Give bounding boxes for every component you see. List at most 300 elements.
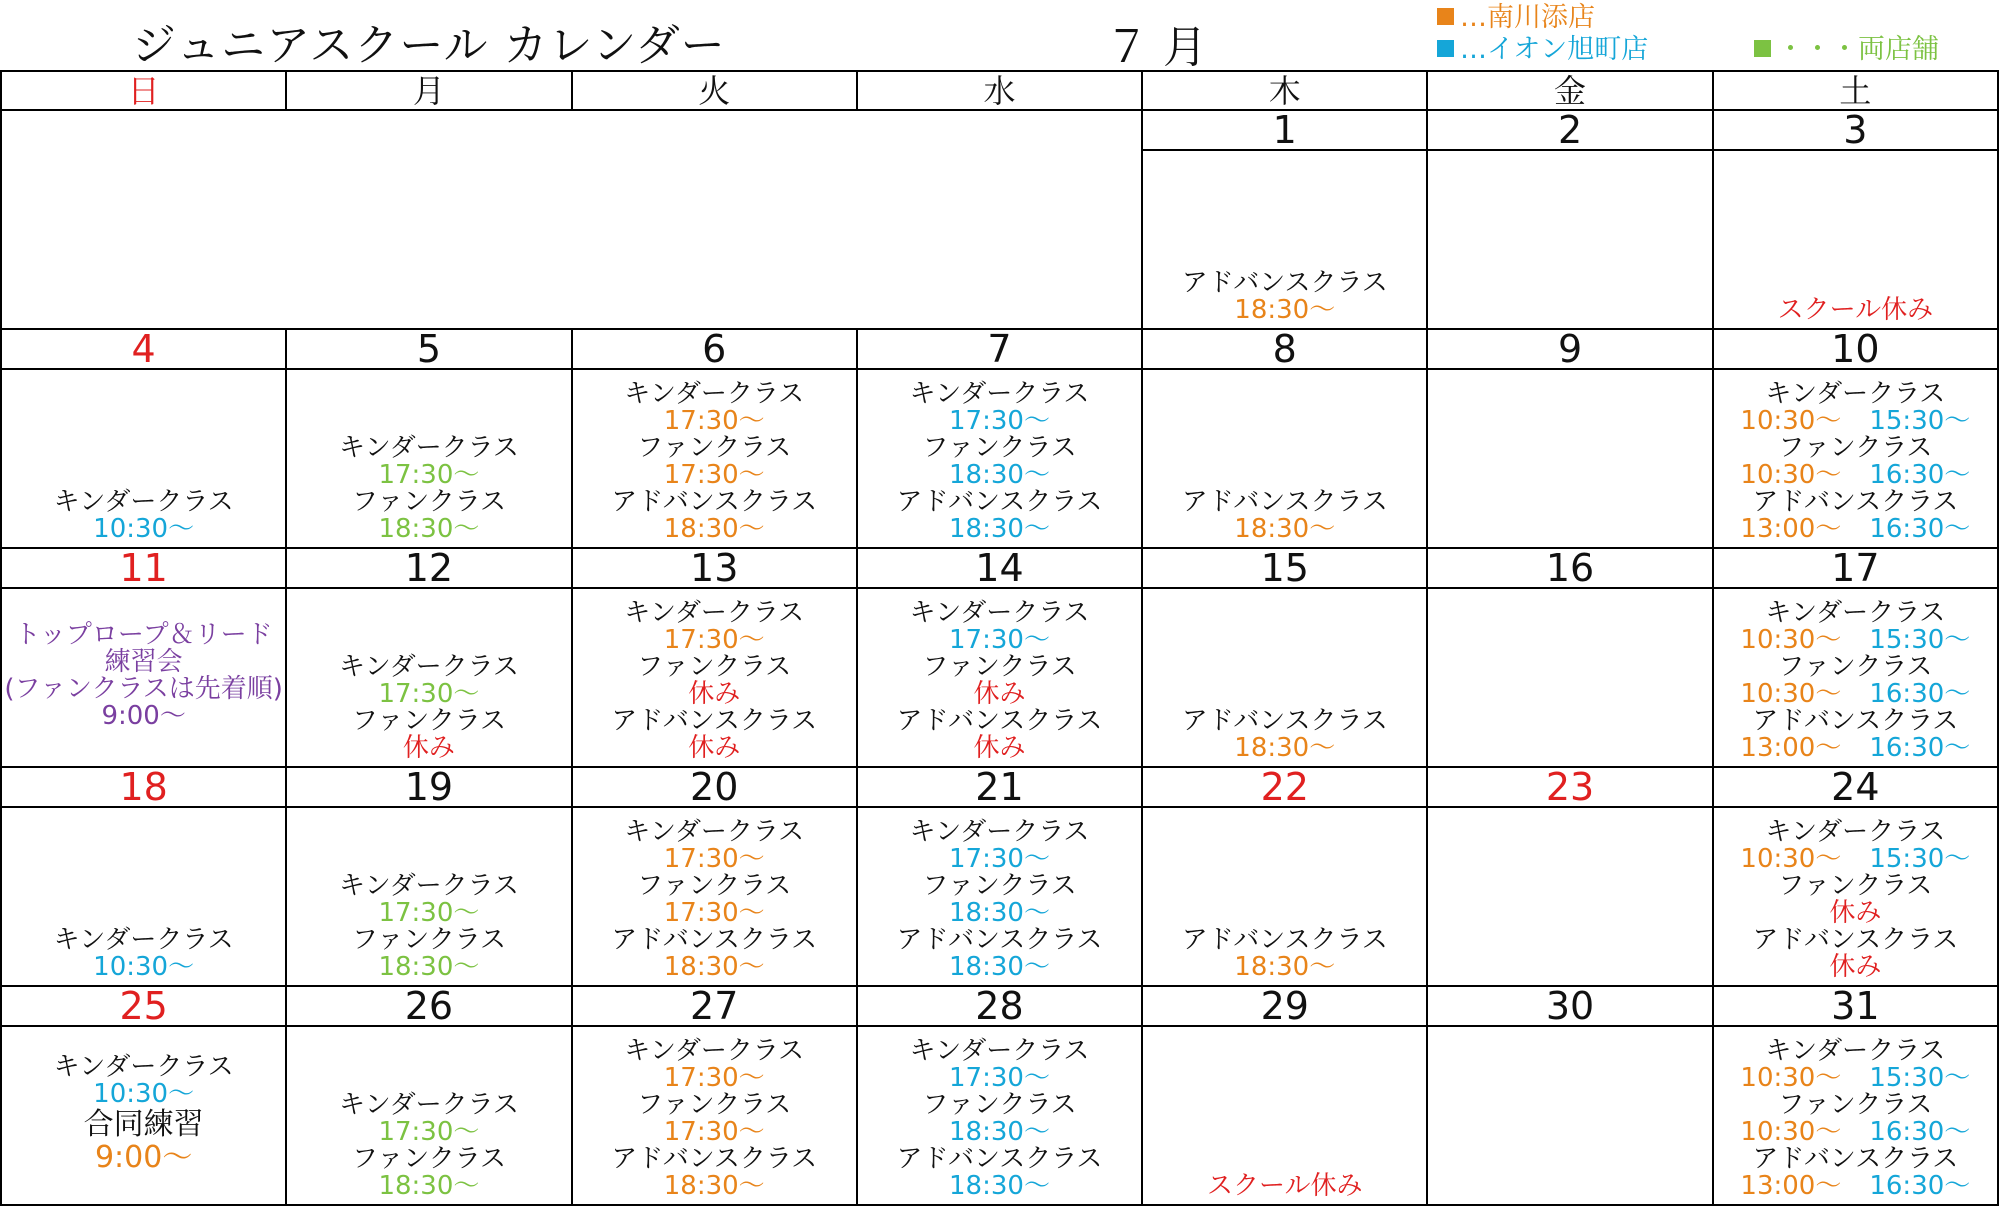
schedule-line [858, 735, 1141, 762]
schedule-line [573, 681, 856, 708]
schedule-line [287, 1092, 570, 1119]
schedule-text: 練習会 [104, 646, 183, 677]
schedule-text: 10:30〜 [1740, 406, 1842, 436]
schedule-line [287, 462, 570, 489]
date-number: 5 [286, 329, 571, 369]
schedule-text: キンダークラス [909, 817, 1090, 847]
schedule-line [858, 873, 1141, 900]
date-number: 18 [1, 767, 286, 807]
schedule-line [287, 1173, 570, 1200]
schedule-line [858, 627, 1141, 654]
schedule-line [573, 846, 856, 873]
day-cell[interactable] [1427, 1026, 1712, 1205]
date-number: 9 [1427, 329, 1712, 369]
schedule-text: 17:30〜 [663, 460, 765, 490]
schedule-line [858, 516, 1141, 543]
schedule-text: 合同練習 [83, 1106, 204, 1142]
schedule-line [573, 927, 856, 954]
legend-label-both: ・・・両店舗 [1777, 34, 1939, 65]
schedule-line [858, 927, 1141, 954]
legend-aeon [1437, 34, 1648, 66]
schedule-text: 10:30〜 [1740, 844, 1842, 874]
schedule-text: キンダークラス [909, 1036, 1090, 1066]
day-cell[interactable] [572, 369, 857, 548]
date-number: 20 [572, 767, 857, 807]
schedule-text: ファンクラス [351, 487, 507, 517]
schedule-text: 17:30〜 [663, 1117, 765, 1147]
legend-label-aeon: …イオン旭町店 [1460, 34, 1649, 65]
date-number: 28 [857, 986, 1142, 1026]
date-number: 3 [1713, 110, 1998, 150]
schedule-line [858, 462, 1141, 489]
schedule-line [573, 627, 856, 654]
schedule-line [858, 1119, 1141, 1146]
schedule-text: 17:30〜 [663, 898, 765, 928]
month-label: ７ 月 [1105, 22, 1207, 73]
schedule-text: 18:30〜 [1234, 514, 1336, 544]
time-pair [1714, 516, 1997, 543]
day-cell[interactable] [1713, 369, 1998, 548]
schedule-line [573, 435, 856, 462]
date-number-row [1, 329, 1998, 369]
schedule-line [858, 1038, 1141, 1065]
schedule-text: 9:00〜 [101, 700, 186, 731]
day-cell[interactable] [1142, 588, 1427, 767]
schedule-text: 10:30〜 [1740, 679, 1842, 709]
schedule-text: 18:30〜 [949, 898, 1050, 928]
date-number: 8 [1142, 329, 1427, 369]
schedule-line [287, 735, 570, 762]
schedule-text: ファンクラス [351, 925, 507, 955]
schedule-text: キンダークラス [53, 1051, 234, 1082]
schedule-text: アドバンスクラス [1752, 487, 1959, 517]
schedule-line [1714, 1146, 1997, 1173]
schedule-text: 18:30〜 [378, 1171, 480, 1201]
day-cell[interactable] [1142, 150, 1427, 329]
calendar-table [0, 70, 1999, 1206]
schedule-line [1714, 1038, 1997, 1065]
schedule-text: ファンクラス [1778, 652, 1933, 682]
schedule-line [2, 954, 285, 981]
schedule-line [2, 1141, 285, 1174]
schedule-line [858, 846, 1141, 873]
legend-label-minamikawazoe: …南川添店 [1460, 2, 1595, 33]
day-cell[interactable] [1, 807, 286, 986]
schedule-text: ファンクラス [922, 1090, 1077, 1120]
schedule-line [573, 708, 856, 735]
day-cell[interactable] [1713, 1026, 1998, 1205]
schedule-text: 10:30〜 [93, 952, 195, 982]
schedule-line [573, 954, 856, 981]
schedule-line [287, 708, 570, 735]
schedule-line [287, 1119, 570, 1146]
day-cell[interactable] [286, 1026, 571, 1205]
schedule-line [573, 654, 856, 681]
calendar-grid [0, 70, 1999, 1206]
schedule-text: アドバンスクラス [611, 487, 818, 517]
date-number-row [1, 110, 1998, 150]
schedule-line [1714, 819, 1997, 846]
day-cell[interactable] [286, 807, 571, 986]
date-number: 30 [1427, 986, 1712, 1026]
schedule-line [287, 900, 570, 927]
day-cell[interactable] [1427, 807, 1712, 986]
schedule-text: 17:30〜 [949, 625, 1050, 655]
date-number: 4 [1, 329, 286, 369]
weekday-header: 水 [857, 71, 1142, 110]
date-number: 2 [1427, 110, 1712, 150]
schedule-text: 17:30〜 [378, 460, 480, 490]
schedule-text: 17:30〜 [949, 406, 1050, 436]
schedule-text: キンダークラス [624, 1036, 805, 1066]
schedule-line [573, 1038, 856, 1065]
schedule-line [858, 408, 1141, 435]
schedule-text: ファンクラス [351, 706, 507, 736]
schedule-line [287, 516, 570, 543]
schedule-text: 17:30〜 [949, 844, 1050, 874]
schedule-text: 18:30〜 [378, 514, 480, 544]
schedule-text: 16:30〜 [1869, 460, 1971, 490]
schedule-row [1, 588, 1998, 767]
day-cell[interactable] [1427, 369, 1712, 548]
schedule-text: アドバンスクラス [611, 1144, 818, 1174]
schedule-text: キンダークラス [338, 1090, 519, 1120]
date-number: 26 [286, 986, 571, 1026]
schedule-line [287, 681, 570, 708]
date-number: 13 [572, 548, 857, 588]
weekday-header: 金 [1427, 71, 1712, 110]
day-cell[interactable] [857, 588, 1142, 767]
schedule-text: 休み [973, 733, 1026, 763]
schedule-text: スクール休み [1207, 1171, 1363, 1201]
legend-both [1754, 34, 1939, 66]
day-cell[interactable] [286, 588, 571, 767]
day-cell[interactable] [1, 369, 286, 548]
schedule-line [858, 708, 1141, 735]
schedule-text: キンダークラス [1765, 1036, 1946, 1066]
schedule-text: トップロープ＆リード [14, 619, 273, 650]
schedule-text: 17:30〜 [378, 679, 480, 709]
schedule-text: 16:30〜 [1869, 514, 1971, 544]
schedule-text: 休み [1829, 898, 1882, 928]
schedule-text: アドバンスクラス [611, 925, 818, 955]
time-pair [1714, 1173, 1997, 1200]
schedule-text: ファンクラス [637, 1090, 792, 1120]
day-cell[interactable] [572, 1026, 857, 1205]
time-pair [1714, 735, 1997, 762]
schedule-line [1714, 297, 1997, 324]
schedule-text: 18:30〜 [663, 514, 765, 544]
schedule-text: 17:30〜 [663, 625, 765, 655]
schedule-text: キンダークラス [624, 598, 805, 628]
schedule-text: 18:30〜 [663, 952, 765, 982]
schedule-line [858, 1146, 1141, 1173]
legend-swatch-orange [1437, 8, 1454, 25]
schedule-text: 15:30〜 [1869, 844, 1971, 874]
schedule-text: 17:30〜 [663, 844, 765, 874]
schedule-text: 18:30〜 [1234, 733, 1336, 763]
schedule-text: キンダークラス [1765, 379, 1946, 409]
schedule-text: 13:00〜 [1740, 733, 1842, 763]
day-cell[interactable] [857, 1026, 1142, 1205]
schedule-line [2, 1078, 285, 1109]
date-number-row [1, 548, 1998, 588]
schedule-text: 10:30〜 [93, 514, 195, 544]
schedule-text: ファンクラス [1778, 871, 1933, 901]
schedule-text: ファンクラス [1778, 1090, 1933, 1120]
weekday-header: 土 [1713, 71, 1998, 110]
schedule-line [2, 619, 285, 650]
schedule-text: アドバンスクラス [896, 487, 1103, 517]
date-number: 16 [1427, 548, 1712, 588]
schedule-text: ファンクラス [922, 652, 1077, 682]
weekday-header: 日 [1, 71, 286, 110]
schedule-line [858, 1092, 1141, 1119]
schedule-text: キンダークラス [338, 871, 519, 901]
schedule-line [858, 900, 1141, 927]
schedule-line [573, 1092, 856, 1119]
schedule-line [573, 900, 856, 927]
calendar-body [1, 110, 1998, 1205]
schedule-text: キンダークラス [909, 379, 1090, 409]
schedule-line [1714, 1092, 1997, 1119]
schedule-line [573, 408, 856, 435]
day-cell[interactable] [1142, 369, 1427, 548]
schedule-line [573, 489, 856, 516]
day-cell[interactable] [1713, 807, 1998, 986]
schedule-text: 15:30〜 [1869, 1063, 1971, 1093]
schedule-text: ファンクラス [351, 1144, 507, 1174]
schedule-line [573, 600, 856, 627]
empty-leading-days [1, 110, 1142, 329]
day-cell[interactable] [1, 588, 286, 767]
schedule-text: アドバンスクラス [896, 925, 1103, 955]
schedule-line [573, 873, 856, 900]
schedule-line [1714, 873, 1997, 900]
schedule-text: 16:30〜 [1869, 679, 1971, 709]
page-title: ジュニアスクール カレンダー [132, 20, 726, 71]
schedule-text: 17:30〜 [663, 406, 765, 436]
schedule-text: キンダークラス [53, 487, 234, 517]
time-pair [1714, 846, 1997, 873]
day-cell[interactable] [1427, 150, 1712, 329]
schedule-line [573, 381, 856, 408]
day-cell[interactable] [1142, 1026, 1427, 1205]
schedule-text: (ファンクラスは先着順) [4, 673, 283, 704]
schedule-text: 休み [688, 733, 741, 763]
time-pair [1714, 1065, 1997, 1092]
schedule-line [1143, 954, 1426, 981]
date-number: 29 [1142, 986, 1427, 1026]
schedule-text: 18:30〜 [1234, 952, 1336, 982]
schedule-text: キンダークラス [1765, 817, 1946, 847]
date-number: 31 [1713, 986, 1998, 1026]
schedule-line [858, 600, 1141, 627]
weekday-header: 月 [286, 71, 571, 110]
schedule-line [573, 819, 856, 846]
day-cell[interactable] [572, 807, 857, 986]
schedule-text: アドバンスクラス [1181, 268, 1388, 298]
schedule-line [2, 516, 285, 543]
schedule-text: アドバンスクラス [1181, 925, 1388, 955]
schedule-text: 休み [1829, 952, 1882, 982]
schedule-line [287, 1146, 570, 1173]
schedule-line [1714, 600, 1997, 627]
date-number: 14 [857, 548, 1142, 588]
schedule-line [858, 1173, 1141, 1200]
day-cell[interactable] [572, 588, 857, 767]
schedule-line [1714, 900, 1997, 927]
schedule-line [2, 489, 285, 516]
schedule-line [573, 462, 856, 489]
schedule-line [2, 700, 285, 731]
schedule-line [287, 654, 570, 681]
schedule-text: キンダークラス [624, 817, 805, 847]
schedule-line [1143, 516, 1426, 543]
schedule-text: 10:30〜 [93, 1078, 195, 1109]
schedule-text: ファンクラス [922, 871, 1077, 901]
schedule-line [1714, 435, 1997, 462]
schedule-text: 18:30〜 [949, 952, 1050, 982]
schedule-text: 17:30〜 [378, 1117, 480, 1147]
schedule-text: 18:30〜 [949, 1171, 1050, 1201]
date-number: 17 [1713, 548, 1998, 588]
schedule-text: ファンクラス [922, 433, 1077, 463]
date-number: 21 [857, 767, 1142, 807]
schedule-text: 10:30〜 [1740, 460, 1842, 490]
day-cell[interactable] [1713, 588, 1998, 767]
schedule-text: ファンクラス [637, 652, 792, 682]
schedule-text: 休み [402, 733, 455, 763]
time-pair [1714, 408, 1997, 435]
schedule-text: 16:30〜 [1869, 733, 1971, 763]
schedule-line [2, 1051, 285, 1082]
schedule-line [858, 1065, 1141, 1092]
date-number: 23 [1427, 767, 1712, 807]
date-number: 24 [1713, 767, 1998, 807]
weekday-header: 火 [572, 71, 857, 110]
schedule-text: 休み [973, 679, 1026, 709]
date-number-row [1, 767, 1998, 807]
schedule-text: キンダークラス [53, 925, 234, 955]
schedule-line [287, 873, 570, 900]
legend-swatch-blue [1437, 40, 1454, 57]
day-cell[interactable] [1, 1026, 286, 1205]
schedule-text: キンダークラス [909, 598, 1090, 628]
date-number: 12 [286, 548, 571, 588]
schedule-text: 10:30〜 [1740, 1063, 1842, 1093]
schedule-text: アドバンスクラス [1181, 487, 1388, 517]
schedule-row [1, 807, 1998, 986]
schedule-text: アドバンスクラス [1752, 1144, 1959, 1174]
schedule-text: 15:30〜 [1869, 406, 1971, 436]
schedule-text: 休み [688, 679, 741, 709]
schedule-text: アドバンスクラス [611, 706, 818, 736]
schedule-text: キンダークラス [338, 652, 519, 682]
schedule-line [858, 654, 1141, 681]
schedule-line [1714, 654, 1997, 681]
schedule-text: 16:30〜 [1869, 1117, 1971, 1147]
schedule-line [1143, 270, 1426, 297]
schedule-line [1143, 1173, 1426, 1200]
day-cell[interactable] [857, 807, 1142, 986]
day-cell[interactable] [1713, 150, 1998, 329]
schedule-text: 9:00〜 [94, 1139, 193, 1175]
schedule-line [858, 381, 1141, 408]
schedule-text: 15:30〜 [1869, 625, 1971, 655]
date-number: 25 [1, 986, 286, 1026]
schedule-text: 18:30〜 [378, 952, 480, 982]
date-number: 7 [857, 329, 1142, 369]
schedule-line [2, 673, 285, 704]
schedule-line [2, 646, 285, 677]
schedule-line [1143, 927, 1426, 954]
schedule-text: 16:30〜 [1869, 1171, 1971, 1201]
schedule-text: スクール休み [1777, 295, 1934, 325]
schedule-text: 18:30〜 [663, 1171, 765, 1201]
schedule-row [1, 369, 1998, 548]
schedule-line [1714, 381, 1997, 408]
schedule-row [1, 1026, 1998, 1205]
schedule-line [858, 819, 1141, 846]
schedule-text: キンダークラス [338, 433, 519, 463]
schedule-text: ファンクラス [637, 871, 792, 901]
schedule-line [1143, 489, 1426, 516]
schedule-line [1714, 927, 1997, 954]
schedule-text: 18:30〜 [949, 1117, 1050, 1147]
schedule-line [573, 516, 856, 543]
schedule-text: アドバンスクラス [1181, 706, 1388, 736]
schedule-line [1143, 297, 1426, 324]
schedule-text: 13:00〜 [1740, 1171, 1842, 1201]
date-number: 15 [1142, 548, 1427, 588]
schedule-text: 17:30〜 [949, 1063, 1050, 1093]
date-number-row [1, 986, 1998, 1026]
schedule-line [2, 1108, 285, 1141]
date-number: 10 [1713, 329, 1998, 369]
schedule-text: 13:00〜 [1740, 514, 1842, 544]
time-pair [1714, 627, 1997, 654]
date-number: 27 [572, 986, 857, 1026]
schedule-text: アドバンスクラス [896, 1144, 1103, 1174]
schedule-line [1714, 954, 1997, 981]
day-cell[interactable] [286, 369, 571, 548]
schedule-line [573, 1173, 856, 1200]
schedule-line [287, 489, 570, 516]
schedule-text: 18:30〜 [949, 514, 1050, 544]
schedule-line [858, 954, 1141, 981]
day-cell[interactable] [857, 369, 1142, 548]
schedule-line [858, 681, 1141, 708]
schedule-line [1143, 708, 1426, 735]
day-cell[interactable] [1142, 807, 1427, 986]
day-cell[interactable] [1427, 588, 1712, 767]
schedule-text: キンダークラス [624, 379, 805, 409]
legend-minamikawazoe [1437, 2, 1595, 34]
schedule-text: アドバンスクラス [1752, 706, 1959, 736]
legend-swatch-green [1754, 40, 1771, 57]
schedule-line [1714, 489, 1997, 516]
date-number: 19 [286, 767, 571, 807]
weekday-header: 木 [1142, 71, 1427, 110]
schedule-text: 18:30〜 [949, 460, 1050, 490]
time-pair [1714, 462, 1997, 489]
schedule-line [858, 489, 1141, 516]
date-number: 6 [572, 329, 857, 369]
schedule-line [1714, 708, 1997, 735]
schedule-line [573, 735, 856, 762]
schedule-line [573, 1146, 856, 1173]
